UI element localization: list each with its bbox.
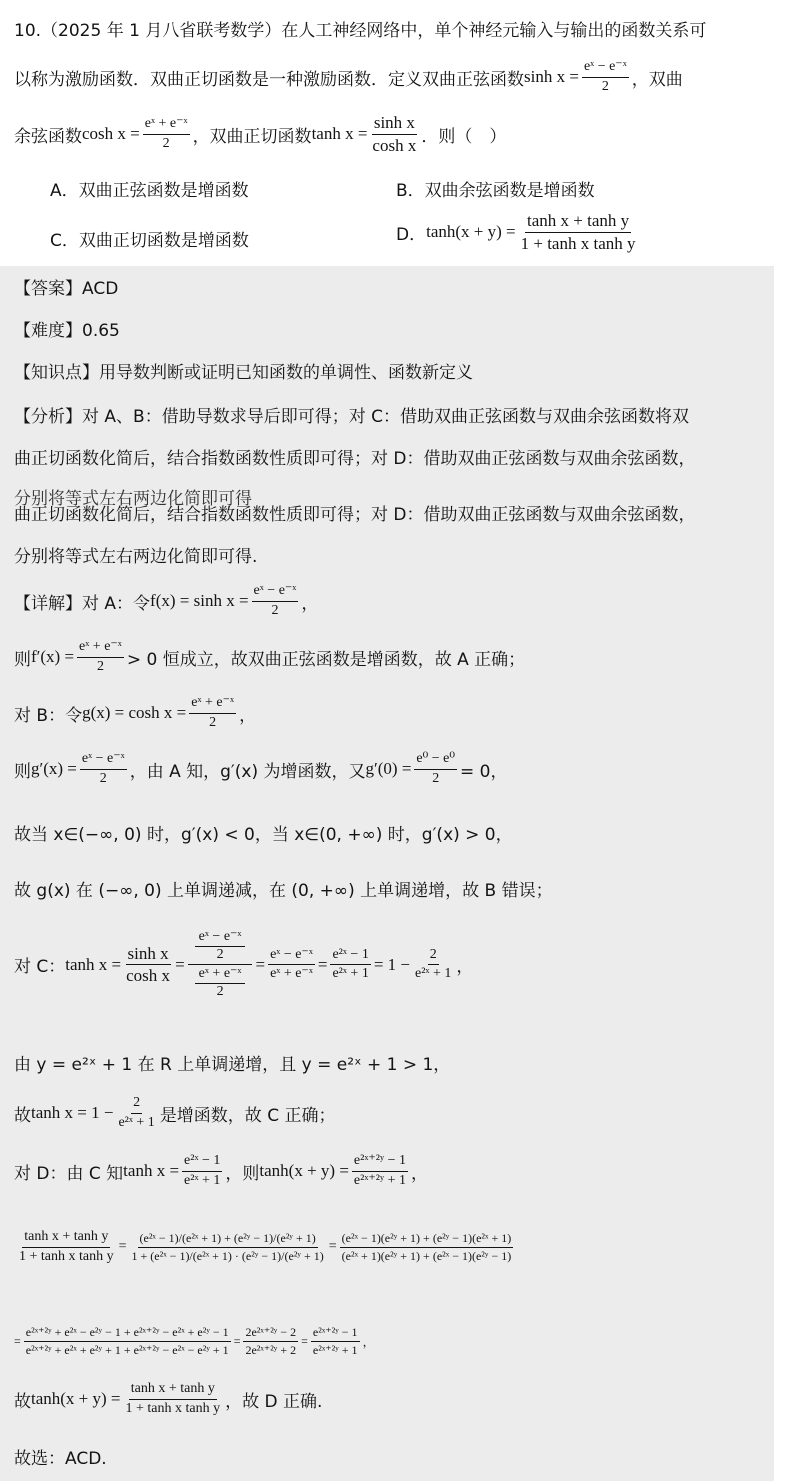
detail-line-3: 对 B：令 g(x) = cosh x = $\frac{\text{eˣ + e⁻ˣ}}{2}$ ， (14, 695, 257, 730)
cosh-fraction: $\frac{\text{eˣ + e⁻ˣ}}{2}$ (144, 116, 188, 151)
analysis-line-2: 曲正切函数化简后，结合指数函数性质即可得；对 D：借助双曲正弦函数与双曲余弦函数， (14, 449, 696, 469)
cosh-definition: cosh x = (82, 124, 140, 144)
detail-line-10: 对 D：由 C 知 tanh x = $\frac{\text{e²ˣ − 1}}{\text{e²ˣ + 1}}$ ，则 tanh(x + y) = $\frac{\text{e²ˣ⁺²ʸ − 1}}{\text{e²ˣ⁺²ʸ + 1}}$ ， (14, 1153, 429, 1188)
analysis-line-3: 分别将等式左右两边化简即可得 (14, 489, 252, 506)
analysis-line-1: 【分析】对 A、B：借助导数求导后即可得；对 C：借助双曲正弦函数与双曲余弦函数将双 (14, 407, 689, 427)
detail-line-7: 对 C： tanh x = $\frac{\text{sinh x}}{\text{cosh x}}$ = $\frac{\frac{\text{eˣ − e⁻ˣ}}{2}}{\frac{\text{eˣ + e⁻ˣ}}{2}}$ = $\frac{\text{eˣ − e⁻ˣ}}{\text{eˣ + e⁻ˣ}}$ = $\frac{\text{e²ˣ − 1}}{\text{e²ˣ + 1}}$ = 1 − $\frac{2}{\text{e²ˣ + 1}}$ ， (14, 928, 786, 1002)
analysis-line-5: 分别将等式左右两边化简即可得. (14, 547, 258, 567)
option-b: B．双曲余弦函数是增函数 (396, 181, 595, 201)
detail-line-12: = $\frac{\text{e²ˣ⁺²ʸ + e²ˣ − e²ʸ − 1 + e²ˣ⁺²ʸ − e²ˣ + e²ʸ − 1}}{\text{e²ˣ⁺²ʸ + e²ˣ + e²ʸ + 1 + e²ˣ⁺²ʸ − e²ˣ − e²ʸ + 1}}$ = $\frac{\text{2e²ˣ⁺²ʸ − 2}}{\text{2e²ˣ⁺²ʸ + 2}}$ = $\frac{\text{e²ˣ⁺²ʸ − 1}}{\text{e²ˣ⁺²ʸ + 1}}$ ， (14, 1325, 375, 1357)
sinh-fraction: $\frac{\text{eˣ − e⁻ˣ}}{2}$ (583, 59, 627, 94)
tanh-definition: tanh x = (311, 124, 368, 144)
detail-line-5: 故当 x∈(−∞, 0) 时，g′(x) < 0，当 x∈(0, +∞) 时，g′(x) > 0， (14, 825, 513, 845)
answer-line: 【答案】ACD (14, 279, 119, 299)
detail-line-13: 故 tanh(x + y) = $\frac{\text{tanh x + tanh y}}{\text{1 + tanh x tanh y}}$ ，故 D 正确. (14, 1381, 323, 1416)
difficulty-line: 【难度】0.65 (14, 321, 120, 341)
tanh-fraction: $\frac{\text{sinh x}}{\text{cosh x}}$ (372, 113, 417, 155)
question-line-3: 余弦函数 cosh x = $\frac{\text{eˣ + e⁻ˣ}}{2}$ ，双曲正切函数 tanh x = $\frac{\text{sinh x}}{\text{cosh x}}$ ．则（ ） (14, 113, 507, 155)
detail-line-2: 则 f′(x) = $\frac{\text{eˣ + e⁻ˣ}}{2}$ > 0 恒成立，故双曲正弦函数是增函数，故 A 正确； (14, 639, 526, 674)
option-d-fraction: $\frac{\text{tanh x + tanh y}}{\text{1 + tanh x tanh y}}$ (520, 211, 636, 253)
knowledge-line: 【知识点】用导数判断或证明已知函数的单调性、函数新定义 (14, 363, 473, 383)
detail-line-8: 由 y = e²ˣ + 1 在 R 上单调递增，且 y = e²ˣ + 1 > 1， (14, 1055, 451, 1075)
question-line-2: 以称为激励函数．双曲正切函数是一种激励函数．定义双曲正弦函数 sinh x = $\frac{\text{eˣ − e⁻ˣ}}{2}$ ，双曲 (14, 59, 683, 94)
detail-line-6: 故 g(x) 在 (−∞, 0) 上单调递减，在 (0, +∞) 上单调递增，故 B 错误； (14, 881, 553, 901)
option-c: C．双曲正切函数是增函数 (50, 231, 249, 251)
question-text: 10.（2025 年 1 月八省联考数学）在人工神经网络中，单个神经元输入与输出的函数关系可 (14, 21, 707, 41)
detail-line-4: 则 g′(x) = $\frac{\text{eˣ − e⁻ˣ}}{2}$ ，由 A 知，g′(x) 为增函数，又 g′(0) = $\frac{\text{e⁰ − e⁰}}{2}$ = 0， (14, 751, 508, 786)
question-text: 以称为激励函数．双曲正切函数是一种激励函数．定义双曲正弦函数 (14, 69, 524, 90)
analysis-line-4: 曲正切函数化简后，结合指数函数性质即可得；对 D：借助双曲正弦函数与双曲余弦函数， (14, 505, 696, 525)
detail-line-1: 【详解】对 A：令 f(x) = sinh x = $\frac{\text{eˣ − e⁻ˣ}}{2}$ ， (14, 583, 319, 618)
final-choice-line: 故选：ACD. (14, 1449, 107, 1469)
detail-line-11: $\frac{\text{tanh x + tanh y}}{\text{1 + tanh x tanh y}}$ = $\frac{\text{(e²ˣ − 1)/(e²ˣ + 1) + (e²ʸ − 1)/(e²ʸ + 1)}}{\text{1 + (e²ˣ − 1)/(e²ˣ + 1) · (e²ʸ − 1)/(e²ʸ + 1)}}$ = $\frac{\text{(e²ˣ − 1)(e²ʸ + 1) + (e²ʸ − 1)(e²ˣ + 1)}}{\text{(e²ˣ + 1)(e²ʸ + 1) + (e²ˣ − 1)(e²ʸ − 1)}}$ (19, 1229, 512, 1264)
nested-fraction: $\frac{\frac{\text{eˣ − e⁻ˣ}}{2}}{\frac{\text{eˣ + e⁻ˣ}}{2}}$ (188, 928, 253, 1002)
detail-line-9: 故 tanh x = 1 − $\frac{2}{\text{e²ˣ + 1}}$ 是增函数，故 C 正确； (14, 1095, 336, 1130)
question-line-1 (14, 16, 786, 41)
sinh-definition: sinh x = (524, 67, 579, 87)
option-d: D． tanh(x + y) = $\frac{\text{tanh x + tanh y}}{\text{1 + tanh x tanh y}}$ (396, 211, 636, 253)
option-a: A．双曲正弦函数是增函数 (50, 181, 249, 201)
